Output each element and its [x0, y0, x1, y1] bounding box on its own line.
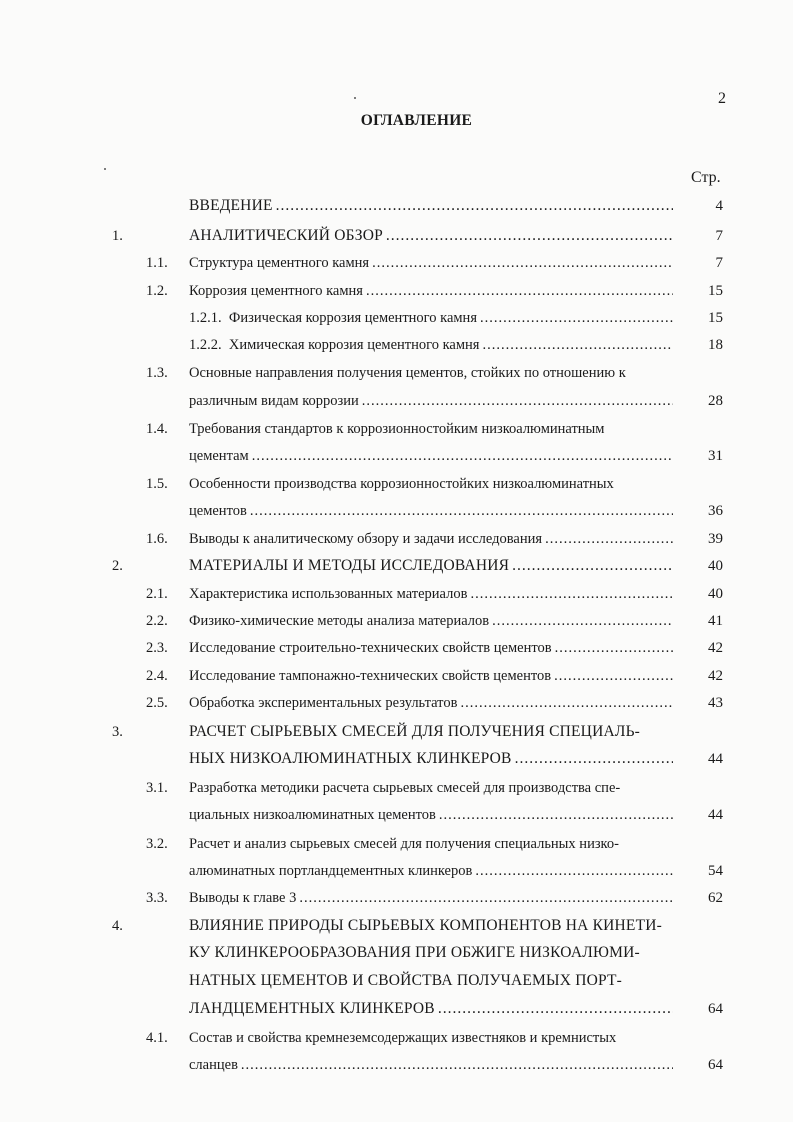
toc-entry-text-line2: различным видам коррозии .....: [189, 389, 673, 413]
toc-entry-page: 36: [708, 503, 723, 519]
toc-entry-page: 15: [708, 310, 723, 326]
page-column-label: Стр.: [691, 169, 721, 186]
toc-entry-number: 1.3.: [146, 365, 168, 381]
toc-entry-page: 40: [708, 586, 723, 602]
toc-entry-text-line2: алюминатных портландцементных клинкеров .....: [189, 859, 673, 883]
toc-entry-text: Выводы к аналитическому обзору и задачи исследования .....: [189, 527, 673, 551]
toc-entry-number: 2.2.: [146, 613, 168, 629]
toc-entry-page: 64: [708, 1057, 723, 1073]
toc-entry-page: 54: [708, 863, 723, 879]
toc-entry-number: 1.2.1.: [189, 310, 222, 326]
toc-entry-page: 44: [708, 807, 723, 823]
toc-entry-text-line1: Основные направления получения цементов, стойких по отношению к: [189, 365, 626, 381]
toc-entry-text-line1: Требования стандартов к коррозионностойким низкоалюминатным: [189, 421, 605, 437]
toc-entry-page: 64: [708, 1001, 723, 1017]
toc-entry-page: 15: [708, 283, 723, 299]
page-number: 2: [718, 90, 726, 107]
toc-entry-page: 7: [715, 228, 723, 244]
toc-entry-page: 42: [708, 668, 723, 684]
toc-entry-text-line2: циальных низкоалюминатных цементов .....: [189, 803, 673, 827]
toc-entry-page: 62: [708, 890, 723, 906]
toc-entry-text: Обработка экспериментальных результатов .....: [189, 691, 673, 715]
toc-entry-text-line2: цементам .....: [189, 444, 673, 468]
toc-entry-text: Структура цементного камня .....: [189, 251, 673, 275]
toc-entry-number: 2.1.: [146, 586, 168, 602]
toc-entry-text-line3: НАТНЫХ ЦЕМЕНТОВ И СВОЙСТВА ПОЛУЧАЕМЫХ ПОРТ-: [189, 972, 623, 989]
toc-entry-number: 1.4.: [146, 421, 168, 437]
toc-entry-number: 3.: [112, 724, 123, 740]
toc-entry-text: ВВЕДЕНИЕ .....: [189, 194, 673, 218]
toc-entry-page: 18: [708, 337, 723, 353]
toc-entry-text-line2: НЫХ НИЗКОАЛЮМИНАТНЫХ КЛИНКЕРОВ .....: [189, 747, 673, 771]
toc-entry-text: Характеристика использованных материалов .....: [189, 582, 673, 606]
toc-entry-text: 1.2.2. Химическая коррозия цементного камня .....: [189, 333, 673, 357]
toc-entry-text: Исследование тампонажно-технических свойств цементов .....: [189, 664, 673, 688]
scan-speck: [104, 168, 106, 170]
page-title: ОГЛАВЛЕНИЕ: [360, 112, 473, 129]
toc-entry-text: МАТЕРИАЛЫ И МЕТОДЫ ИССЛЕДОВАНИЯ .....: [189, 554, 673, 578]
toc-entry-text-line1: РАСЧЕТ СЫРЬЕВЫХ СМЕСЕЙ ДЛЯ ПОЛУЧЕНИЯ СПЕЦИАЛЬ-: [189, 723, 641, 740]
toc-entry-number: 3.3.: [146, 890, 168, 906]
toc-entry-text: Коррозия цементного камня .....: [189, 279, 673, 303]
toc-entry-text: Исследование строительно-технических свойств цементов .....: [189, 636, 673, 660]
toc-entry-number: 2.4.: [146, 668, 168, 684]
toc-entry-text-line4: ЛАНДЦЕМЕНТНЫХ КЛИНКЕРОВ .....: [189, 997, 673, 1021]
toc-entry-number: 1.2.: [146, 283, 168, 299]
toc-entry-text: Выводы к главе 3 .....: [189, 886, 673, 910]
toc-entry-page: 41: [708, 613, 723, 629]
toc-entry-text-line2: сланцев .....: [189, 1053, 673, 1077]
toc-entry-page: 4: [715, 198, 723, 214]
toc-entry-page: 28: [708, 393, 723, 409]
toc-entry-text: 1.2.1. Физическая коррозия цементного камня .....: [189, 306, 673, 330]
scan-speck: [354, 97, 356, 99]
toc-entry-page: 39: [708, 531, 723, 547]
toc-entry-number: 1.2.2.: [189, 337, 222, 353]
toc-entry-number: 2.3.: [146, 640, 168, 656]
toc-entry-text: АНАЛИТИЧЕСКИЙ ОБЗОР .....: [189, 224, 673, 248]
toc-entry-text-line1: Особенности производства коррозионностойких низкоалюминатных: [189, 476, 614, 492]
toc-entry-page: 40: [708, 558, 723, 574]
toc-entry-number: 1.: [112, 228, 123, 244]
toc-entry-number: 3.2.: [146, 836, 168, 852]
toc-entry-page: 42: [708, 640, 723, 656]
toc-entry-text-line1: Расчет и анализ сырьевых смесей для получения специальных низко-: [189, 836, 619, 852]
toc-entry-text-line2: КУ КЛИНКЕРООБРАЗОВАНИЯ ПРИ ОБЖИГЕ НИЗКОАЛЮМИ-: [189, 944, 640, 961]
toc-entry-page: 43: [708, 695, 723, 711]
toc-entry-number: 4.1.: [146, 1030, 168, 1046]
toc-entry-number: 1.1.: [146, 255, 168, 271]
toc-entry-number: 4.: [112, 918, 123, 934]
toc-entry-text-line1: Разработка методики расчета сырьевых смесей для производства спе-: [189, 780, 621, 796]
toc-entry-page: 44: [708, 751, 723, 767]
toc-entry-page: 31: [708, 448, 723, 464]
toc-entry-text-line2: цементов .....: [189, 499, 673, 523]
toc-entry-text-line1: Состав и свойства кремнеземсодержащих известняков и кремнистых: [189, 1030, 617, 1046]
toc-entry-number: 1.5.: [146, 476, 168, 492]
toc-entry-text: Физико-химические методы анализа материалов .....: [189, 609, 673, 633]
toc-entry-number: 1.6.: [146, 531, 168, 547]
toc-entry-page: 7: [715, 255, 723, 271]
toc-entry-number: 2.5.: [146, 695, 168, 711]
toc-entry-text-line1: ВЛИЯНИЕ ПРИРОДЫ СЫРЬЕВЫХ КОМПОНЕНТОВ НА КИНЕТИ-: [189, 917, 663, 934]
toc-entry-number: 2.: [112, 558, 123, 574]
toc-entry-number: 3.1.: [146, 780, 168, 796]
